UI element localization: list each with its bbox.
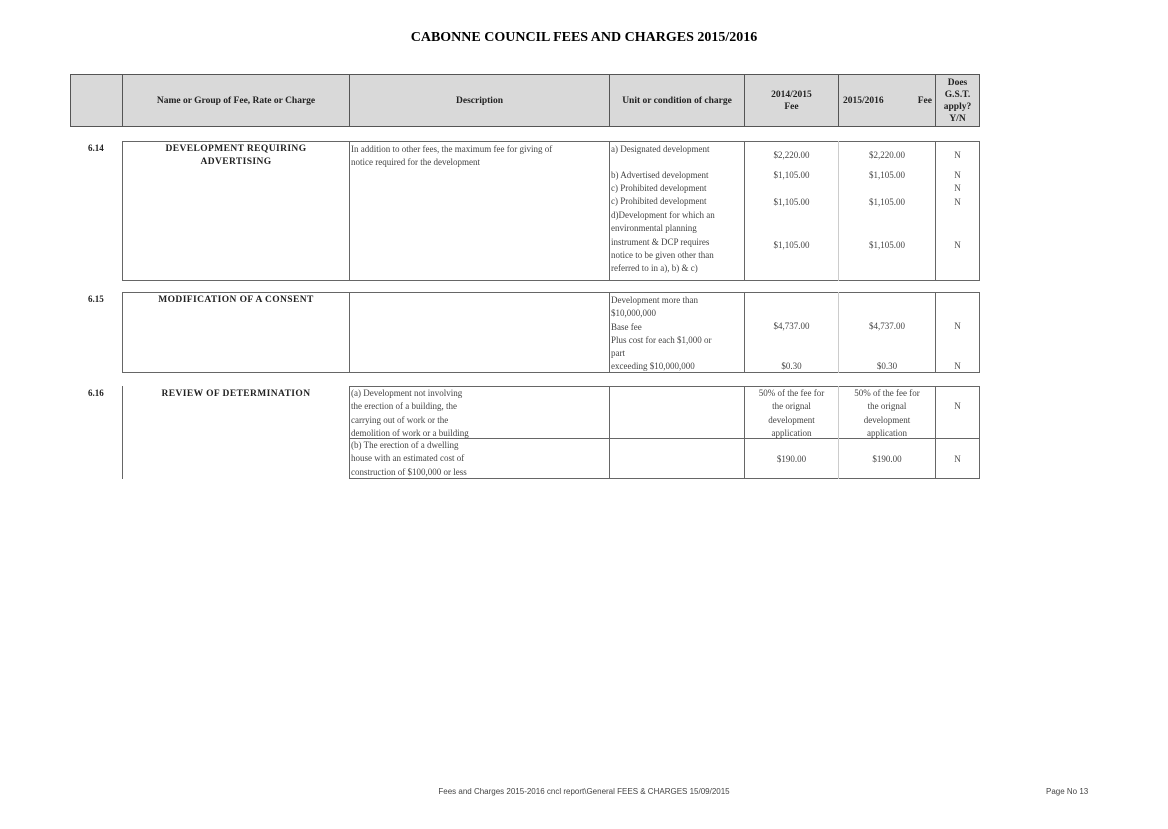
header-fee-2014-year: 2014/2015 bbox=[771, 89, 812, 100]
fee-2014-a-line4: application bbox=[771, 427, 812, 438]
fee-2014-c2: $1,105.00 bbox=[773, 197, 810, 207]
unit-a: a) Designated development bbox=[611, 144, 710, 154]
unit-lines bbox=[611, 294, 711, 374]
unit-d-line5: referred to in a), b) & c) bbox=[611, 263, 698, 274]
header-gst-line2: G.S.T. bbox=[944, 89, 971, 100]
header-fee-2014 bbox=[744, 74, 839, 127]
header-name: Name or Group of Fee, Rate or Charge bbox=[122, 74, 350, 127]
fee-2015-c2: $1,105.00 bbox=[869, 197, 905, 207]
unit-c1: c) Prohibited development bbox=[611, 183, 707, 193]
description-b-line2: house with an estimated cost of bbox=[351, 453, 465, 464]
unit-d-line3: instrument & DCP requires bbox=[611, 236, 710, 247]
unit-b: b) Advertised development bbox=[611, 170, 709, 180]
gst-b: N bbox=[954, 170, 961, 180]
description-a bbox=[351, 387, 469, 440]
description-line1: In addition to other fees, the maximum fee for giving of bbox=[351, 144, 553, 154]
gst-c1: N bbox=[954, 183, 961, 193]
header-blank-cell bbox=[70, 74, 123, 127]
fee-2014-a-line2: the orignal bbox=[772, 401, 811, 412]
description-a-line3: carrying out of work or the bbox=[351, 414, 449, 425]
section-number: 6.15 bbox=[88, 294, 104, 304]
header-gst bbox=[935, 74, 980, 127]
fee-2014-a-line3: development bbox=[768, 414, 815, 425]
section-description bbox=[351, 143, 552, 170]
gst-d: N bbox=[954, 240, 961, 250]
fee-2015-base: $4,737.00 bbox=[869, 321, 905, 331]
fee-2015-b: $190.00 bbox=[872, 454, 902, 464]
header-fee-2014-label: Fee bbox=[784, 101, 799, 112]
fee-2014-a bbox=[744, 387, 839, 440]
description-b bbox=[351, 439, 467, 479]
divider bbox=[609, 141, 610, 281]
footer-page-number: Page No 13 bbox=[1046, 787, 1089, 796]
divider bbox=[609, 386, 610, 479]
fee-2014-exceeding: $0.30 bbox=[781, 361, 802, 371]
header-gst-line3: apply? bbox=[943, 101, 972, 112]
section-name: REVIEW OF DETERMINATION bbox=[161, 389, 311, 399]
unit-line2: $10,000,000 bbox=[611, 308, 656, 319]
description-line2: notice required for the development bbox=[351, 157, 480, 168]
fee-2015-exceeding: $0.30 bbox=[876, 361, 898, 371]
fee-2014-d: $1,105.00 bbox=[773, 240, 810, 250]
gst-exceeding: N bbox=[954, 361, 961, 371]
section-name bbox=[122, 143, 350, 169]
gst-c2: N bbox=[954, 197, 961, 207]
header-gst-line1: Does bbox=[947, 77, 968, 88]
page-title: CABONNE COUNCIL FEES AND CHARGES 2015/2016 bbox=[410, 30, 758, 45]
gst-a: N bbox=[954, 401, 961, 411]
unit-d bbox=[611, 209, 715, 275]
description-a-line1: (a) Development not involving bbox=[351, 388, 463, 398]
fee-2014-b: $190.00 bbox=[776, 454, 807, 464]
fee-2015-a-line4: application bbox=[867, 427, 907, 438]
fee-2014-base: $4,737.00 bbox=[773, 321, 810, 331]
fee-2014-b: $1,105.00 bbox=[773, 170, 810, 180]
section-number: 6.14 bbox=[88, 143, 104, 153]
unit-line5: part bbox=[611, 348, 625, 359]
gst-base: N bbox=[954, 321, 961, 331]
fee-2015-b: $1,105.00 bbox=[869, 170, 905, 180]
section-name-line2: ADVERTISING bbox=[200, 157, 272, 167]
unit-line1: Development more than bbox=[611, 295, 698, 305]
fee-2015-a bbox=[838, 387, 936, 440]
divider bbox=[609, 292, 610, 373]
gst-a: N bbox=[954, 150, 961, 160]
unit-c2: c) Prohibited development bbox=[611, 196, 707, 206]
fee-2015-a-line3: development bbox=[863, 414, 911, 425]
gst-b: N bbox=[954, 454, 961, 464]
section-name: MODIFICATION OF A CONSENT bbox=[158, 295, 314, 305]
unit-line3: Base fee bbox=[611, 321, 642, 332]
header-description: Description bbox=[349, 74, 610, 127]
fee-2015-a-line1: 50% of the fee for bbox=[854, 388, 920, 398]
description-a-line4: demolition of work or a building bbox=[351, 427, 469, 438]
description-b-line3: construction of $100,000 or less bbox=[351, 466, 467, 477]
fee-2014-a-line1: 50% of the fee for bbox=[758, 388, 825, 398]
section-name-line1: DEVELOPMENT REQUIRING bbox=[165, 144, 307, 154]
description-b-line1: (b) The erection of a dwelling bbox=[351, 440, 459, 450]
section-number: 6.16 bbox=[88, 388, 104, 398]
header-fee-2015 bbox=[838, 74, 936, 127]
unit-d-line2: environmental planning bbox=[611, 223, 697, 234]
header-gst-line4: Y/N bbox=[949, 113, 966, 124]
unit-line6: exceeding $10,000,000 bbox=[611, 361, 695, 372]
fee-2015-a-line2: the orignal bbox=[867, 401, 907, 412]
header-unit: Unit or condition of charge bbox=[609, 74, 745, 127]
unit-line4: Plus cost for each $1,000 or bbox=[611, 334, 712, 345]
description-a-line2: the erection of a building, the bbox=[351, 401, 457, 412]
unit-d-line1: d)Development for which an bbox=[611, 210, 715, 220]
header-fee-2015-year: 2015/2016 bbox=[843, 95, 884, 106]
fee-2015-a: $2,220.00 bbox=[869, 150, 905, 160]
unit-d-line4: notice to be given other than bbox=[611, 249, 714, 260]
fee-2015-d: $1,105.00 bbox=[869, 240, 905, 250]
footer-report-path: Fees and Charges 2015-2016 cncl report\General FEES & CHARGES 15/09/2015 bbox=[438, 787, 730, 796]
header-fee-2015-label: Fee bbox=[917, 95, 932, 106]
fee-2014-a: $2,220.00 bbox=[773, 150, 810, 160]
